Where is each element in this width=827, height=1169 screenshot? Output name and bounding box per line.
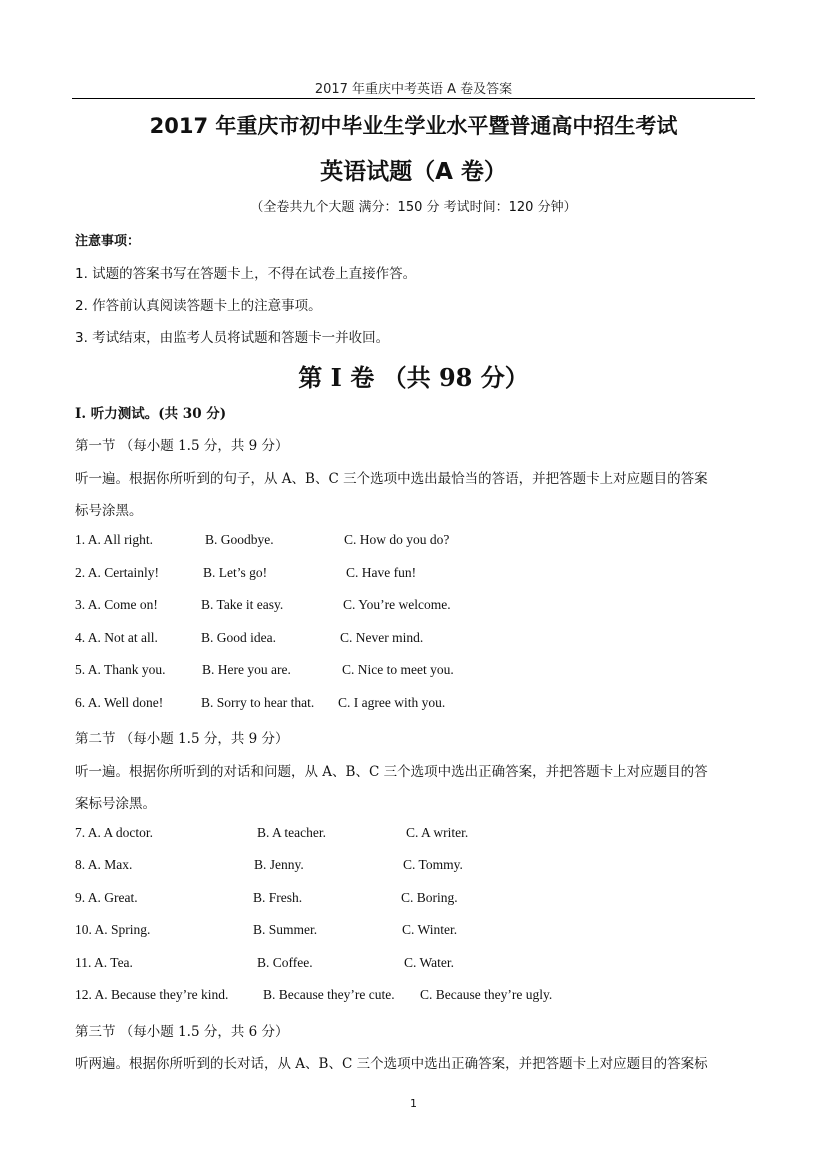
page-number: 1 — [410, 1097, 417, 1110]
option-a: 11. A. Tea. — [75, 955, 133, 970]
option-a: 2. A. Certainly! — [75, 565, 159, 580]
option-a: 7. A. A doctor. — [75, 825, 154, 840]
option-c: C. A writer. — [406, 825, 469, 840]
subsection-instruction-2b: 案标号涂黑。 — [75, 796, 156, 812]
section-heading-listening: I. 听力测试。(共 30 分) — [75, 406, 227, 422]
option-b: B. Let’s go! — [203, 565, 268, 580]
option-c: C. Winter. — [402, 922, 458, 937]
option-c: C. Never mind. — [340, 630, 424, 645]
option-a: 8. A. Max. — [75, 857, 133, 872]
option-a: 9. A. Great. — [75, 890, 138, 905]
exam-title: 2017 年重庆市初中毕业生学业水平暨普通高中招生考试 — [149, 114, 678, 138]
option-c: C. Have fun! — [346, 565, 417, 580]
subsection-instruction-3a: 听两遍。根据你所听到的长对话，从 A、B、C 三个选项中选出正确答案，并把答题卡上对应题目的答案标 — [75, 1056, 708, 1072]
option-c: C. Nice to meet you. — [342, 662, 454, 677]
exam-info: （全卷共九个大题 满分：150 分 考试时间：120 分钟） — [250, 200, 577, 215]
subsection-instruction-2a: 听一遍。根据你所听到的对话和问题，从 A、B、C 三个选项中选出正确答案，并把答题卡上对应题目的答 — [75, 764, 708, 780]
option-b: B. Summer. — [253, 922, 318, 937]
note-item-1: 1. 试题的答案书写在答题卡上，不得在试卷上直接作答。 — [75, 266, 417, 282]
subsection-heading-2: 第二节 （每小题 1.5 分，共 9 分） — [75, 731, 289, 747]
option-a: 5. A. Thank you. — [75, 662, 166, 677]
option-c: C. How do you do? — [344, 532, 450, 547]
option-c: C. Boring. — [401, 890, 458, 905]
option-b: B. Fresh. — [253, 890, 303, 905]
option-c: C. You’re welcome. — [343, 597, 451, 612]
note-item-2: 2. 作答前认真阅读答题卡上的注意事项。 — [75, 298, 322, 314]
option-c: C. Because they’re ugly. — [420, 987, 553, 1002]
subsection-heading-1: 第一节 （每小题 1.5 分，共 9 分） — [75, 438, 289, 454]
option-b: B. Goodbye. — [205, 532, 274, 547]
notes-heading: 注意事项： — [75, 234, 141, 249]
option-c: C. Water. — [404, 955, 455, 970]
option-b: B. Because they’re cute. — [263, 987, 395, 1002]
exam-subject-title: 英语试题（A 卷） — [320, 159, 507, 185]
note-item-3: 3. 考试结束，由监考人员将试题和答题卡一并收回。 — [75, 330, 390, 346]
option-a: 12. A. Because they’re kind. — [75, 987, 229, 1002]
option-a: 1. A. All right. — [75, 532, 154, 547]
part-title: 第 I 卷 （共 98 分） — [298, 363, 529, 392]
header-divider — [72, 98, 755, 99]
option-b: B. Take it easy. — [201, 597, 284, 612]
option-a: 10. A. Spring. — [75, 922, 151, 937]
option-a: 4. A. Not at all. — [75, 630, 158, 645]
option-a: 6. A. Well done! — [75, 695, 164, 710]
option-b: B. Jenny. — [254, 857, 304, 872]
subsection-heading-3: 第三节 （每小题 1.5 分，共 6 分） — [75, 1024, 289, 1040]
option-c: C. I agree with you. — [338, 695, 446, 710]
option-a: 3. A. Come on! — [75, 597, 158, 612]
option-b: B. A teacher. — [257, 825, 326, 840]
option-b: B. Sorry to hear that. — [201, 695, 315, 710]
option-b: B. Here you are. — [202, 662, 291, 677]
option-c: C. Tommy. — [403, 857, 463, 872]
option-b: B. Good idea. — [201, 630, 276, 645]
running-header: 2017 年重庆中考英语 A 卷及答案 — [314, 82, 513, 97]
subsection-instruction-1b: 标号涂黑。 — [75, 503, 143, 519]
option-b: B. Coffee. — [257, 955, 313, 970]
subsection-instruction-1a: 听一遍。根据你所听到的句子，从 A、B、C 三个选项中选出最恰当的答语，并把答题卡上对应题目的答案 — [75, 471, 708, 487]
